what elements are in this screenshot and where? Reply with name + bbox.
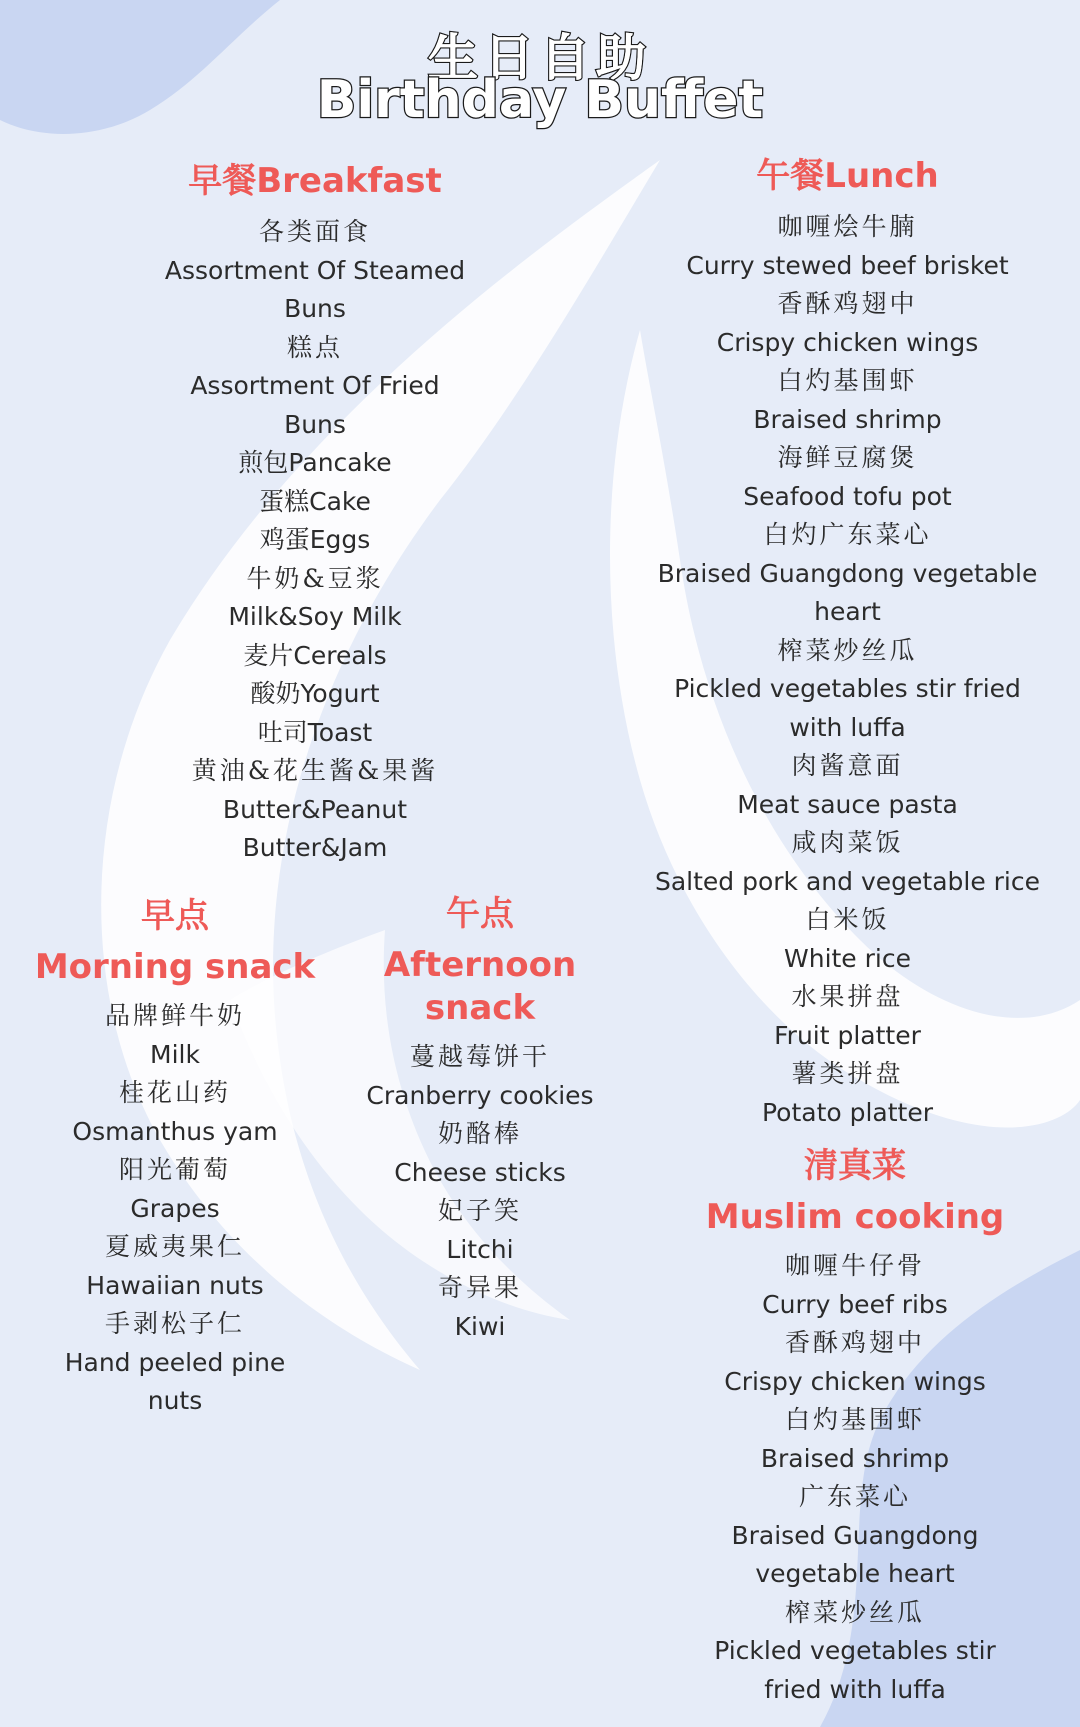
list-item: 白灼基围虾 xyxy=(784,1405,925,1434)
list-item: 咖喱烩牛腩 xyxy=(777,212,918,241)
list-item: Grapes xyxy=(130,1193,220,1223)
lunch-heading: 午餐Lunch xyxy=(756,156,939,196)
list-item: with luffa xyxy=(789,712,906,742)
afternoon-snack-list xyxy=(330,1038,630,1346)
list-item: 阳光葡萄 xyxy=(118,1155,231,1184)
list-item: 奶酪棒 xyxy=(437,1119,522,1148)
list-item: Milk&Soy Milk xyxy=(228,602,402,631)
list-item: nuts xyxy=(147,1386,203,1415)
list-item: 各类面食 xyxy=(258,217,371,246)
list-item: 白灼广东菜心 xyxy=(763,520,932,549)
list-item: 肉酱意面 xyxy=(791,751,904,780)
list-item: 手剥松子仁 xyxy=(104,1309,245,1338)
list-item: 榨菜炒丝瓜 xyxy=(784,1597,925,1627)
list-item: Cheese sticks xyxy=(394,1157,566,1187)
list-item: Pickled vegetables stir fried xyxy=(674,674,1021,703)
list-item: Butter&Peanut xyxy=(222,794,408,824)
list-item: 水果拼盘 xyxy=(791,982,904,1011)
muslim-cooking-heading-cn: 清真菜 xyxy=(804,1146,906,1186)
list-item: Crispy chicken wings xyxy=(724,1366,986,1396)
list-item: Cranberry cookies xyxy=(366,1080,594,1110)
morning-snack-heading-cn: 早点 xyxy=(141,896,209,936)
list-item: Litchi xyxy=(446,1234,514,1264)
list-item: 品牌鲜牛奶 xyxy=(104,1001,245,1030)
list-item: heart xyxy=(814,597,881,626)
muslim-cooking-section xyxy=(690,1145,1020,1709)
list-item: Kiwi xyxy=(454,1311,506,1341)
list-item: Braised Guangdong xyxy=(731,1520,979,1550)
list-item: Buns xyxy=(284,294,346,323)
list-item: 蛋糕Cake xyxy=(259,486,371,516)
list-item: Assortment Of Steamed xyxy=(164,255,466,285)
list-item: 糕点 xyxy=(286,332,343,362)
list-item: fried with luffa xyxy=(764,1674,946,1704)
list-item: Hawaiian nuts xyxy=(86,1270,264,1300)
list-item: Butter&Jam xyxy=(242,833,388,862)
list-item: Osmanthus yam xyxy=(72,1116,278,1146)
list-item: 黄油&花生酱&果酱 xyxy=(191,756,439,785)
list-item: Buns xyxy=(284,409,346,439)
list-item: Curry stewed beef brisket xyxy=(686,250,1009,280)
list-item: 桂花山药 xyxy=(118,1078,231,1107)
breakfast-section xyxy=(140,160,490,868)
list-item: 牛奶&豆浆 xyxy=(246,563,384,593)
afternoon-snack-heading-cn: 午点 xyxy=(446,894,514,934)
title-chinese: 生日自助 xyxy=(428,29,652,87)
list-item: 煎包Pancake xyxy=(238,448,392,477)
list-item: 白米饭 xyxy=(805,905,890,934)
list-item: 薯类拼盘 xyxy=(791,1059,904,1088)
list-item: 咖喱牛仔骨 xyxy=(784,1251,925,1280)
morning-snack-heading-en: Morning snack xyxy=(34,947,316,987)
list-item: 酸奶Yogurt xyxy=(250,679,380,708)
list-item: Braised shrimp xyxy=(753,404,942,434)
list-item: 广东菜心 xyxy=(798,1482,911,1511)
morning-snack-list xyxy=(30,997,320,1421)
list-item: Pickled vegetables stir xyxy=(714,1636,996,1665)
list-item: 白灼基围虾 xyxy=(777,366,918,395)
title-english: Birthday Buffet xyxy=(316,70,764,130)
list-item: Braised shrimp xyxy=(760,1443,950,1473)
breakfast-heading: 早餐Breakfast xyxy=(188,161,442,201)
list-item: 咸肉菜饭 xyxy=(791,828,904,857)
muslim-cooking-list xyxy=(690,1247,1020,1709)
list-item: 榨菜炒丝瓜 xyxy=(777,635,918,665)
list-item: 夏威夷果仁 xyxy=(104,1232,245,1261)
afternoon-snack-heading-en: Afternoon snack xyxy=(383,945,577,1028)
lunch-list xyxy=(640,208,1055,1132)
list-item: 奇异果 xyxy=(437,1273,522,1302)
list-item: 海鲜豆腐煲 xyxy=(777,443,918,472)
list-item: Milk xyxy=(150,1039,200,1069)
list-item: Hand peeled pine xyxy=(64,1347,286,1377)
list-item: Fruit platter xyxy=(774,1020,921,1050)
list-item: Salted pork and vegetable rice xyxy=(654,866,1041,896)
list-item: 香酥鸡翅中 xyxy=(784,1328,925,1357)
breakfast-list xyxy=(140,213,490,868)
list-item: 麦片Cereals xyxy=(243,640,387,670)
afternoon-snack-section xyxy=(330,893,630,1346)
list-item: 妃子笑 xyxy=(437,1196,522,1225)
list-item: Meat sauce pasta xyxy=(737,789,958,819)
list-item: Crispy chicken wings xyxy=(716,327,979,357)
list-item: 吐司Toast xyxy=(257,717,373,747)
list-item: 鸡蛋Eggs xyxy=(259,525,371,554)
lunch-section xyxy=(640,155,1055,1132)
list-item: Curry beef ribs xyxy=(762,1289,948,1319)
list-item: vegetable heart xyxy=(755,1559,955,1588)
list-item: 香酥鸡翅中 xyxy=(777,289,918,318)
muslim-cooking-heading-en: Muslim cooking xyxy=(705,1197,1005,1237)
list-item: Seafood tofu pot xyxy=(743,481,952,511)
list-item: White rice xyxy=(784,943,911,973)
list-item: 蔓越莓饼干 xyxy=(409,1042,550,1071)
list-item: Potato platter xyxy=(761,1097,934,1127)
list-item: Assortment Of Fried xyxy=(190,371,440,400)
list-item: Braised Guangdong vegetable xyxy=(657,558,1038,588)
morning-snack-section xyxy=(30,895,320,1421)
